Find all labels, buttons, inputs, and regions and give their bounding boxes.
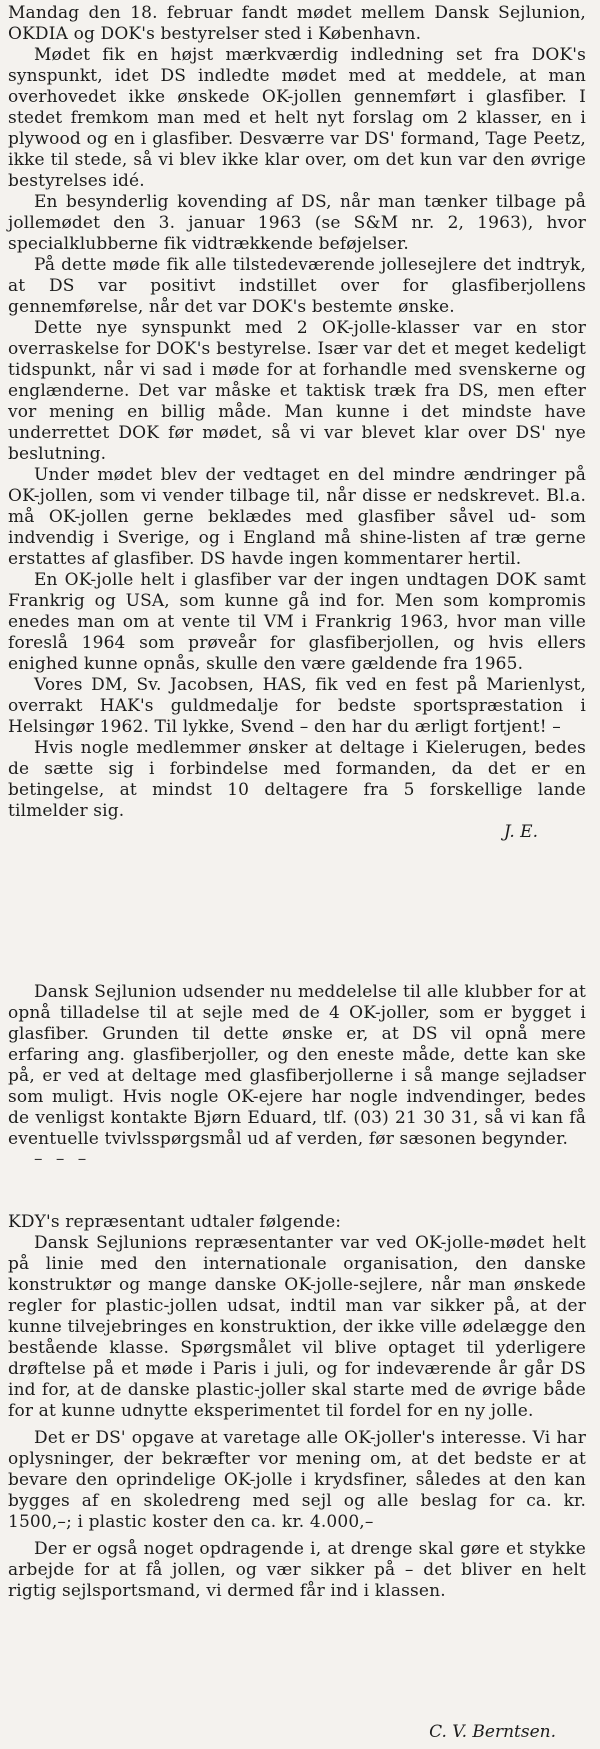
paragraph: En besynderlig kovending af DS, når man tænker tilbage på jollemødet den 3. januar 1963 (se S&M nr. 2, 1963), hvor specialklubberne fik vidtrækkende beføjelser. <box>8 192 586 254</box>
paragraph: Der er også noget opdragende i, at drenge skal gøre et stykke arbejde for at få jollen, og vær sikker på – det bliver en helt rigtig sejlsportsmand, vi dermed får ind i klassen. <box>8 1539 586 1601</box>
author-signature: C. V. Berntsen. <box>429 1722 556 1742</box>
paragraph: Under mødet blev der vedtaget en del mindre ændringer på OK-jollen, som vi vender tilbage til, når disse er nedskrevet. Bl.a. må OK-jollen gerne beklædes med glasfiber såvel ud- som indvendig i Sverige, og i England må shine-listen af træ gerne erstattes af glasfiber. DS havde ingen kommentarer hertil. <box>8 465 586 569</box>
paragraph: En OK-jolle helt i glasfiber var der ingen undtagen DOK samt Frankrig og USA, som kunne gå ind for. Men som kompromis enedes man om at vente til VM i Frankrig 1963, hvor man ville foreslå 1964 som prøveår for glasfiberjollen, og hvis ellers enighed kunne opnås, skulle den være gældende fra 1965. <box>8 570 586 674</box>
statement-intro: KDY's repræsentant udtaler følgende: <box>8 1212 342 1232</box>
paragraph: Hvis nogle medlemmer ønsker at deltage i Kielerugen, bedes de sætte sig i forbindelse med formanden, da det er en betingelse, at mindst 10 deltagere fra 5 forskellige lande tilmelder sig. <box>8 738 586 821</box>
paragraph: Det er DS' opgave at varetage alle OK-joller's interesse. Vi har oplysninger, der bekræfter vor mening om, at det bedste er at bevare den oprindelige OK-jolle i krydsfiner, således at den kan bygges af en skoledreng med sejl og alle beslag for ca. kr. 1500,–; i plastic koster den ca. kr. 4.000,– <box>8 1428 586 1532</box>
signature-line <box>8 822 586 843</box>
paragraph: På dette møde fik alle tilstedeværende jollesejlere det indtryk, at DS var positivt indstillet over for glasfiberjollens gennemførelse, når det var DOK's bestemte ønske. <box>8 255 586 317</box>
paragraph: Vores DM, Sv. Jacobsen, HAS, fik ved en fest på Marienlyst, overrakt HAK's guldmedalje for bedste sportspræstation i Helsingør 1962. Til lykke, Svend – den har du ærligt fortjent! – <box>8 675 586 737</box>
paragraph: Dansk Sejlunion udsender nu meddelelse til alle klubber for at opnå tilladelse til at sejle med de 4 OK-joller, som er bygget i glasfiber. Grunden til dette ønske er, at DS vil opnå mere erfaring ang. glasfiberjoller, og den eneste måde, dette kan ske på, er ved at deltage med glasfiberjollerne i så mange sejladser som muligt. Hvis nogle OK-ejere har nogle indvendinger, bedes de venligst kontakte Bjørn Eduard, tlf. (03) 21 30 31, så vi kan få eventuelle tvivlsspørgsmål ud af verden, før sæsonen begynder. <box>8 982 586 1149</box>
article-kdy-statement <box>8 1212 586 1602</box>
paragraph: Mandag den 18. februar fandt mødet mellem Dansk Sejlunion, OKDIA og DOK's bestyrelser sted i København. <box>8 3 586 44</box>
article-glasfiber-notice <box>8 982 586 1168</box>
author-signature: J. E. <box>503 822 538 842</box>
paragraph: Dette nye synspunkt med 2 OK-jolle-klasser var en stor overraskelse for DOK's bestyrelse. Især var det et meget kedeligt tidspunkt, når vi sad i møde for at forhandle med svenskerne og englænderne. Det var måske et taktisk træk fra DS, men efter vor mening en billig måde. Man kunne i det mindste have underrettet DOK før mødet, så vi var blevet klar over DS' nye beslutning. <box>8 318 586 464</box>
article-dok-meeting <box>8 3 586 843</box>
paragraph: Dansk Sejlunions repræsentanter var ved OK-jolle-mødet helt på linie med den internationale organisation, den danske konstruktør og mange danske OK-jolle-sejlere, når man ønskede regler for plastic-jollen udsat, indtil man var sikker på, at der kunne tilvejebringes en konstruktion, der ikke ville ødelægge den bestående klasse. Spørgsmålet vil blive optaget til yderligere drøftelse på et møde i Paris i juli, og for indeværende år går DS ind for, at de danske plastic-joller skal starte med de øvrige både for at kunne udnytte eksperimentet til fordel for en ny jolle. <box>8 1233 586 1421</box>
paragraph: Mødet fik en højst mærkværdig indledning set fra DOK's synspunkt, idet DS indledte mødet med at meddele, at man overhovedet ikke ønskede OK-jollen gennemført i glasfiber. I stedet fremkom man med et helt nyt forslag om 2 klasser, en i plywood og en i glasfiber. Desværre var DS' formand, Tage Peetz, ikke til stede, så vi blev ikke klar over, om det kun var den øvrige bestyrelses idé. <box>8 45 586 191</box>
section-separator: – – – <box>34 1149 91 1169</box>
